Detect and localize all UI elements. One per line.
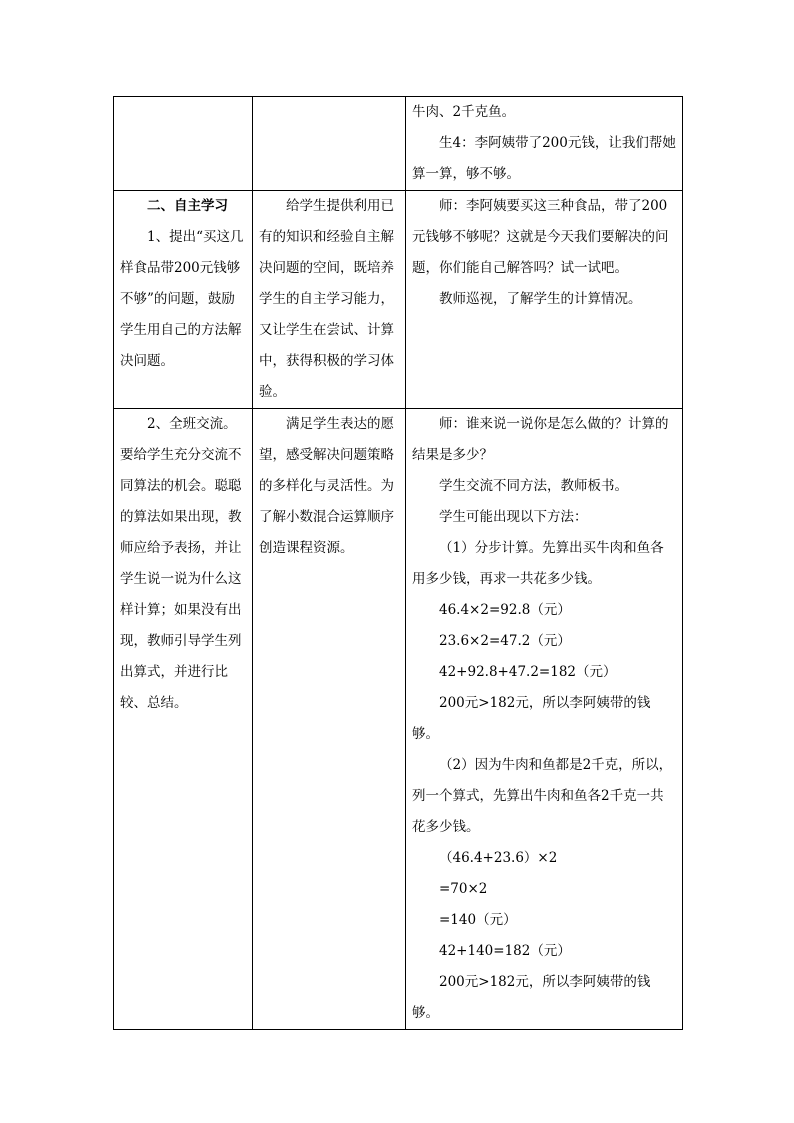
cell-paragraph: 师：谁来说一说你是怎么做的？计算的结果是多少？ [412,416,669,463]
activity-cell [114,97,253,191]
cell-paragraph: 满足学生表达的愿望，感受解决问题策略的多样化与灵活性。为了解小数混合运算顺序创造课程资源。 [259,416,394,556]
cell-paragraph: 学生交流不同方法，教师板书。 [439,478,628,494]
cell-paragraph: 42+140=182（元） [439,943,571,959]
activity-cell [114,191,253,409]
table-row [114,409,683,1030]
cell-paragraph: =140（元） [439,912,517,928]
cell-paragraph: 23.6×2=47.2（元） [439,633,571,649]
cell-paragraph: =70×2 [439,881,488,897]
table-row [114,97,683,191]
dialogue-cell [406,191,683,409]
dialogue-cell [406,409,683,1030]
cell-paragraph: 给学生提供利用已有的知识和经验自主解决问题的空间，既培养学生的自主学习能力，又让学生在尝试、计算中，获得积极的学习体验。 [259,198,394,400]
cell-paragraph: （1）分步计算。先算出买牛肉和鱼各用多少钱，再求一共花多少钱。 [412,540,664,587]
cell-paragraph: 师：李阿姨要买这三种食品，带了200元钱够不够呢？这就是今天我们要解决的问题，你们能自己解答吗？试一试吧。 [412,198,669,276]
cell-paragraph: 教师巡视，了解学生的计算情况。 [439,291,642,307]
intent-cell [253,409,406,1030]
cell-paragraph: 46.4×2=92.8（元） [439,602,571,618]
dialogue-cell [406,97,683,191]
cell-paragraph: （46.4+23.6）×2 [439,850,558,866]
lesson-plan-table [113,96,683,1030]
intent-cell [253,191,406,409]
cell-paragraph: 200元>182元，所以李阿姨带的钱够。 [412,974,651,1021]
intent-cell [253,97,406,191]
cell-paragraph: 2、全班交流。要给学生充分交流不同算法的机会。聪聪的算法如果出现，教师应给予表扬，并让学生说一说为什么这样计算；如果没有出现，教师引导学生列出算式，并进行比较、总结。 [120,416,242,711]
cell-paragraph: 1、提出“买这几样食品带200元钱够不够”的问题，鼓励学生用自己的方法解决问题。 [120,229,244,369]
section-heading: 二、自主学习 [147,198,228,214]
cell-paragraph: （2）因为牛肉和鱼都是2千克，所以，列一个算式，先算出牛肉和鱼各2千克一共花多少钱。 [412,757,673,835]
activity-cell [114,409,253,1030]
table-row [114,191,683,409]
cell-paragraph: 牛肉、2千克鱼。 [412,104,516,120]
cell-paragraph: 42+92.8+47.2=182（元） [439,664,617,680]
cell-paragraph: 生4：李阿姨带了200元钱，让我们帮她算一算，够不够。 [412,135,676,182]
cell-paragraph: 学生可能出现以下方法： [439,509,588,525]
cell-paragraph: 200元>182元，所以李阿姨带的钱够。 [412,695,651,742]
